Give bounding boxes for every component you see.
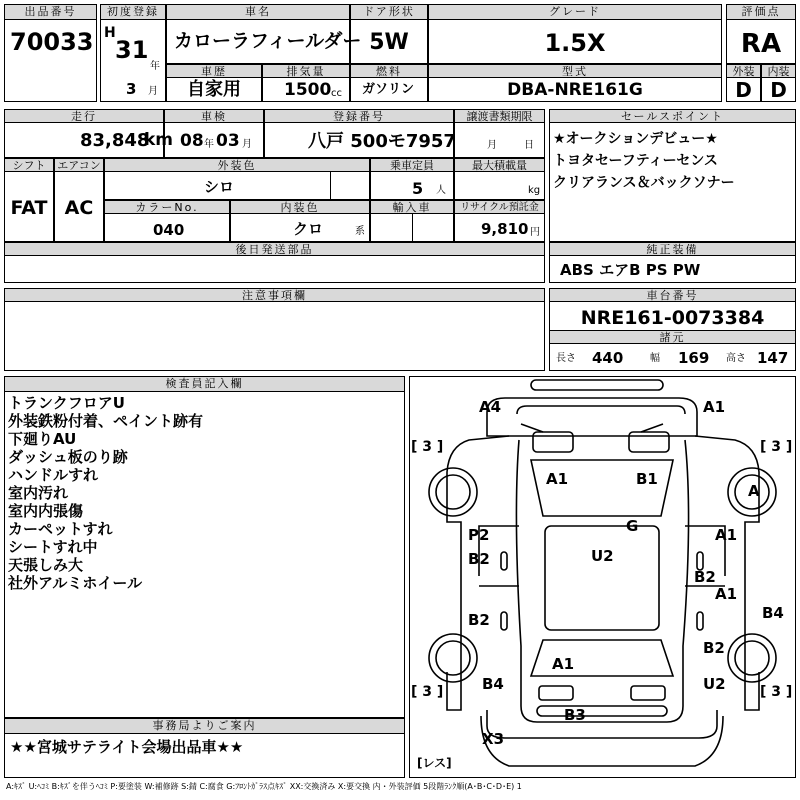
damage-windshield: G [626,517,639,535]
inspector-note: 社外アルミホイール [8,574,143,592]
inspector-note: シートすれ中 [8,538,98,556]
office-info: ★★宮城サテライト会場出品車★★ [10,738,244,756]
damage-r-front-door: A1 [715,526,738,544]
windshield-shape [531,460,673,516]
damage-r-rear-door: A1 [715,585,738,603]
color-no: 040 [153,221,185,239]
transfer-header: 譲渡書類期限 [454,109,545,123]
recycle-header: リサイクル預託金 [454,200,545,214]
model-header: 型式 [428,64,722,78]
damage-l-front-door: P2 [468,526,490,544]
car-name-header: 車名 [166,4,350,20]
first-reg-year: 31 [115,36,149,64]
displacement-unit: cc [331,88,342,99]
first-reg-month: 3 [126,80,137,98]
floor-shape [481,716,723,766]
selling-points-header: セールスポイント [549,109,796,123]
selling-point: クリアランス＆バックソナー [553,175,735,191]
width-label: 幅 [650,353,660,364]
car-diagram [409,376,796,778]
transfer-month-unit: 月 [487,140,497,151]
car-name: カローラフィールダー [174,30,362,52]
history-header: 車歴 [166,64,262,78]
damage-l-rear-door: B2 [468,611,490,629]
inspection-month: 03 [216,131,240,151]
inspector-note: ダッシュ板のり跡 [8,448,128,466]
damage-r-rear-door-top: B2 [694,568,716,586]
length-value: 440 [592,349,624,367]
shift: FAT [10,197,48,219]
shift-header: シフト [4,158,54,172]
inspector-note: 室内汚れ [8,484,69,502]
rear-right-wheel-inner [735,641,769,675]
interior-grade: D [770,78,787,102]
capacity-unit: 人 [436,185,446,196]
damage-rr-wheel: B2 [703,639,725,657]
selling-point: トヨタセーフティーセンス [553,153,718,169]
score: RA [740,29,782,59]
front-panel [517,406,685,414]
damage-fl-corner: A4 [479,398,502,416]
import-divider [412,214,413,242]
exterior-header: 外装 [726,64,761,78]
hood-lines [521,424,663,432]
damage-rr-corner: U2 [703,675,726,693]
damage-hood-r: B1 [636,470,658,488]
notes-header: 注意事項欄 [4,288,545,302]
front-body-shape [487,398,697,436]
taillight-left [539,686,573,700]
aircon: AC [64,197,94,219]
inspector-note: 室内内張傷 [8,502,84,520]
history: 自家用 [187,79,241,100]
inspection-year-unit: 年 [204,139,214,150]
ext-color-divider [330,172,370,200]
front-left-wheel-inner [436,475,470,509]
interior-header: 内装 [761,64,796,78]
taillight-right [631,686,665,700]
headlight-left [533,432,573,452]
mileage: 83,848 [80,130,150,151]
first-reg-header: 初度登録 [100,4,166,20]
inspector-note: 下廻りAU [8,430,77,448]
damage-rl-corner: B4 [482,675,504,693]
inspector-note: カーペットすれ [8,520,113,538]
office-header: 事務局よりご案内 [4,718,405,734]
front-bumper-shape [531,380,663,390]
inspector-note: ハンドルすれ [8,466,99,484]
import-header: 輸入車 [370,200,454,214]
genuine-equipment: ABS エアB PS PW [560,261,701,279]
model-code: DBA-NRE161G [507,80,643,100]
int-color: クロ [293,220,324,238]
aircon-header: エアコン [54,158,104,172]
tire-tread-rl: 3 [422,684,433,700]
cabin-outline [516,440,688,722]
max-load-header: 最大積載量 [454,158,545,172]
chassis-header: 車台番号 [549,288,796,302]
length-label: 長さ [556,353,576,364]
ext-color: シロ [204,178,235,196]
inspector-note: トランクフロアU [8,394,125,412]
grade: 1.5X [544,29,606,57]
chassis-number: NRE161-0073384 [580,307,765,329]
width-value: 169 [678,349,710,367]
inspection-header: 車検 [164,109,264,123]
inspector-note: 天張しみ大 [8,556,84,574]
damage-l-front-door2: B2 [468,550,490,568]
registration-number: 八戸 500モ7957 [308,131,456,152]
int-color-header: 内装色 [230,200,370,214]
damage-rear-bumper: B3 [564,706,586,724]
selling-point: ★オークションデビュー★ [553,131,718,147]
tire-tread-fl: 3 [422,439,433,455]
genuine-equipment-header: 純正装備 [549,242,796,256]
rear-bumper-shape [537,706,667,716]
recycle-fee: 9,810 [481,220,529,238]
inspection-month-unit: 月 [242,139,252,150]
lot-number-header: 出品番号 [4,4,97,20]
fuel: ガソリン [362,82,415,97]
mileage-unit: km [144,130,174,150]
spare-tire: レス [422,756,447,770]
left-side-shape [447,436,509,710]
rear-body-shape [487,706,717,738]
height-label: 高さ [726,353,746,364]
year-unit: 年 [150,61,160,72]
first-reg-era: H [104,25,116,41]
damage-trunk: A1 [552,655,575,673]
reg-no-header: 登録番号 [264,109,454,123]
delivery-later-header: 後日発送部品 [4,242,545,256]
specs-header: 諸元 [549,330,796,344]
ext-color-header: 外装色 [104,158,370,172]
score-header: 評価点 [726,4,796,20]
max-load-unit: kg [528,185,541,196]
exterior-grade: D [735,78,752,102]
height-value: 147 [757,349,789,367]
lot-number: 70033 [10,28,94,56]
month-unit: 月 [148,86,158,97]
inspector-note: 外装鉄粉付着、ペイント跡有 [8,412,204,430]
damage-rear-under: X3 [482,730,505,748]
damage-hood-l: A1 [546,470,569,488]
displacement-header: 排気量 [262,64,350,78]
damage-fr-corner: A1 [703,398,726,416]
door-handle-left [501,552,507,570]
damage-r-rear-fender: B4 [762,604,784,622]
door-handle-right-rear [697,612,703,630]
capacity: 5 [412,179,424,198]
transfer-day-unit: 日 [524,140,534,151]
rear-left-wheel-inner [436,641,470,675]
door-header: ドア形状 [350,4,428,20]
roof-shape [545,526,659,630]
headlight-right [629,432,669,452]
capacity-header: 乗車定員 [370,158,454,172]
inspector-header: 検査員記入欄 [4,376,405,392]
fuel-header: 燃料 [350,64,428,78]
mileage-header: 走行 [4,109,164,123]
inspection-year: 08 [180,131,204,151]
grade-header: グレード [428,4,722,20]
recycle-unit: 円 [530,227,540,238]
int-color-suffix: 系 [355,226,365,237]
damage-fr-wheel: A [748,482,760,500]
damage-roof: U2 [591,547,614,565]
tire-tread-fr: 3 [771,439,782,455]
legend: A:ｷｽﾞ U:ﾍｺﾐ B:ｷｽﾞを伴うﾍｺﾐ P:要塗装 W:補修跡 S:錆 C:腐食 G:ﾌﾛﾝﾄｶﾞﾗｽ点ｷｽﾞ XX:交換済み X:要交換 内・外装評価 5段階ﾗﾝｸ順(A･B･C･D･E) 1 [6,782,522,791]
door-handle-left-rear [501,612,507,630]
door-type: 5W [369,30,409,55]
displacement: 1500 [284,80,332,100]
tire-tread-rr: 3 [771,684,782,700]
color-no-header: カラーNo. [104,200,230,214]
